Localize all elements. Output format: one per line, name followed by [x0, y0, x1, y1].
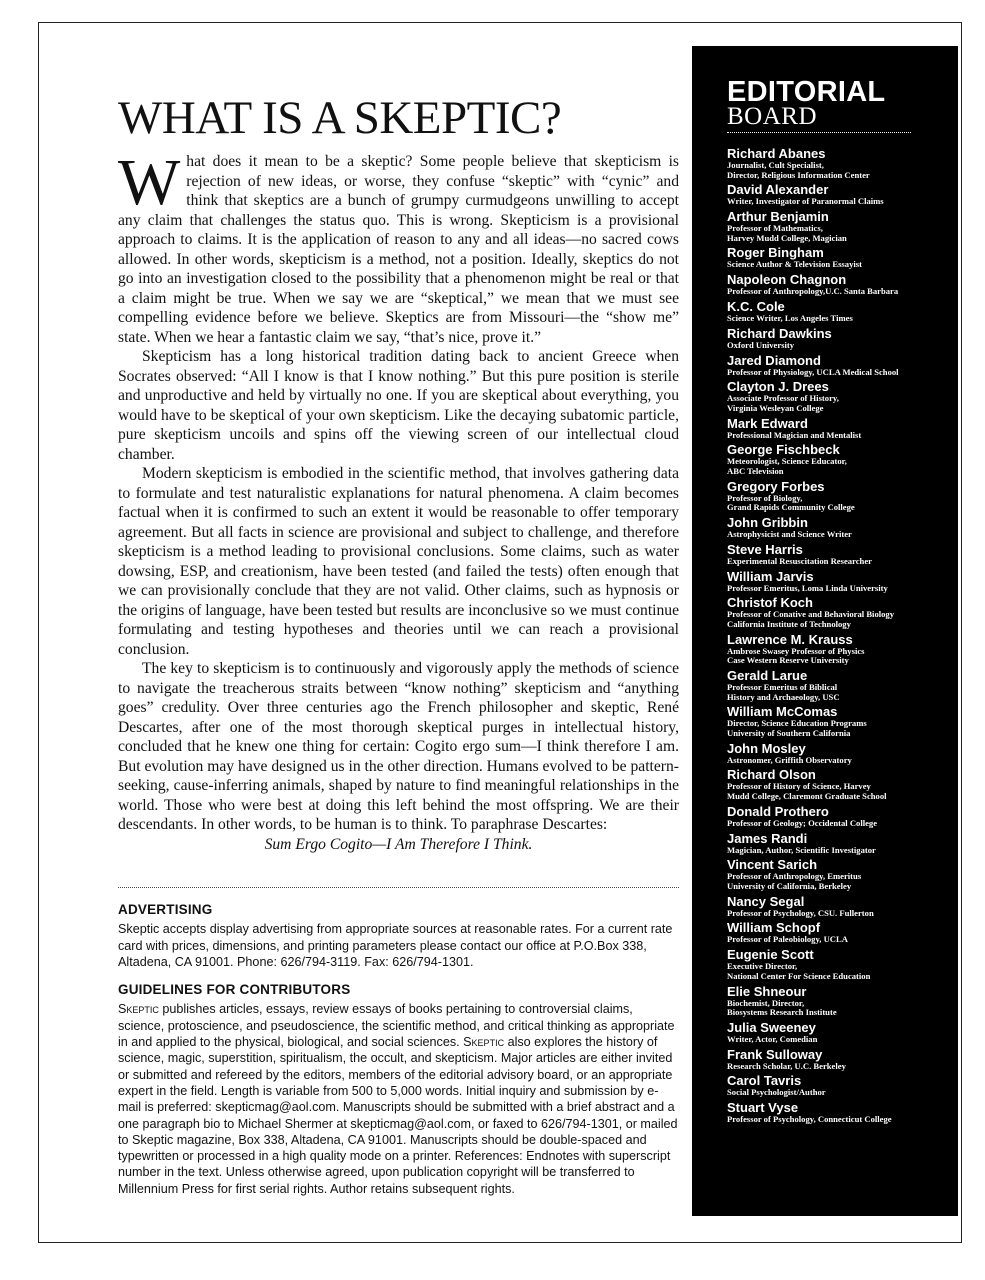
board-member — [727, 921, 958, 945]
board-member — [727, 948, 958, 981]
member-name: Vincent Sarich — [727, 857, 818, 873]
guidelines-text-a: publishes articles, essays, review essays of books pertaining to controversial claims, science, protoscience, and pseudoscience, the scientific method, and critical thinking as appropriate in and applied to the physical, biological, and social sciences. — [118, 1002, 675, 1050]
board-subheading: BOARD — [727, 103, 818, 130]
board-members — [727, 147, 958, 1125]
member-title: Astrophysicist and Science Writer — [727, 529, 852, 540]
member-name: Julia Sweeney — [727, 1019, 816, 1035]
board-member — [727, 417, 958, 441]
board-member — [727, 669, 958, 702]
board-member — [727, 805, 958, 829]
board-member — [727, 210, 958, 243]
member-title: Writer, Investigator of Paranormal Claims — [727, 196, 884, 207]
member-name: James Randi — [727, 830, 808, 846]
member-name: Carol Tavris — [727, 1073, 802, 1089]
board-member — [727, 596, 958, 629]
member-title: Professor of Psychology, Connecticut College — [727, 1114, 892, 1125]
editorial-board — [692, 46, 958, 1216]
board-heading: EDITORIAL — [727, 76, 886, 108]
member-title: Professor of Mathematics, Harvey Mudd College, Magician — [727, 223, 847, 243]
drop-cap: W — [118, 146, 181, 219]
board-member — [727, 327, 958, 351]
board-member — [727, 895, 958, 919]
member-title: Professor of Psychology, CSU. Fullerton — [727, 907, 874, 918]
guidelines-text-b: also explores the history of science, magic, superstition, spiritualism, the occult, and skepticism. Major articles are either invited or submitted and refereed by the editors, members of the editorial advisory board, or an appropriate expert in the field. Length is variable from 500 to 5,000 words. Initial inquiry and submission by e-mail is preferred: skepticmag@aol.com. Manuscripts should be submitted with a brief abstract and a one paragraph bio to Michael Shermer at skepticmag@aol.com, or faxed to 626/794-1301, or mailed to Skeptic magazine, Box 338, Altadena, CA 91001. Manuscripts should be double-spaced and typewritten or processed in a high quality mode on a printer. References: Endnotes with superscript number in the text. Unless otherwise agreed, upon publication copyright will be transferred to Millennium Press for first serial rights. Author retains subsequent rights. — [118, 1035, 678, 1196]
board-member — [727, 633, 958, 666]
board-member — [727, 1021, 958, 1045]
board-member — [727, 380, 958, 413]
dotted-divider — [118, 887, 679, 888]
member-title: Professor of Paleobiology, UCLA — [727, 934, 848, 945]
member-title: Professor of Conative and Behavioral Biology California Institute of Technology — [727, 609, 895, 629]
member-name: Richard Dawkins — [727, 325, 832, 341]
member-name: William Jarvis — [727, 568, 814, 584]
paragraph: Skepticism has a long historical tradition dating back to ancient Greece when Socrates observed: “All I know is that I know nothing.” But this pure position is sterile and unproductive and held by virtually no one. If you are skeptical about everything, you would have to be skeptical of your own skepticism. Like the decaying subatomic particle, pure skepticism uncoils and spins off the viewing screen of our intellectual cloud chamber. — [118, 348, 679, 463]
member-name: John Gribbin — [727, 515, 808, 531]
member-title: Professor of Anthropology, Emeritus University of California, Berkeley — [727, 871, 862, 891]
member-title: Professor of Anthropology,U.C. Santa Barbara — [727, 286, 899, 297]
member-title: Associate Professor of History, Virginia Wesleyan College — [727, 393, 839, 413]
member-name: Mark Edward — [727, 415, 808, 431]
member-name: William Schopf — [727, 920, 821, 936]
member-name: Napoleon Chagnon — [727, 272, 847, 288]
member-name: Arthur Benjamin — [727, 209, 829, 225]
member-title: Science Author & Television Essayist — [727, 259, 862, 270]
member-name: Clayton J. Drees — [727, 379, 829, 395]
closing-quote: Sum Ergo Cogito—I Am Therefore I Think. — [264, 835, 533, 853]
board-member — [727, 570, 958, 594]
member-name: David Alexander — [727, 182, 829, 198]
board-member — [727, 480, 958, 513]
board-member — [727, 1048, 958, 1072]
board-member — [727, 246, 958, 270]
board-member — [727, 543, 958, 567]
member-title: Executive Director, National Center For Science Education — [727, 961, 871, 981]
member-title: Meteorologist, Science Educator, ABC Television — [727, 456, 847, 476]
board-member — [727, 742, 958, 766]
member-name: Gerald Larue — [727, 668, 808, 684]
board-member — [727, 516, 958, 540]
board-member — [727, 300, 958, 324]
board-member — [727, 858, 958, 891]
member-name: Lawrence M. Krauss — [727, 631, 853, 647]
member-title: Professional Magician and Mentalist — [727, 429, 862, 440]
member-title: Professor of History of Science, Harvey Mudd College, Claremont Graduate School — [727, 781, 887, 801]
member-name: Steve Harris — [727, 541, 803, 557]
member-title: Professor Emeritus of Biblical History and Archaeology, USC — [727, 682, 840, 702]
brand-name: Skeptic — [118, 1002, 159, 1017]
member-title: Professor of Physiology, UCLA Medical School — [727, 366, 899, 377]
board-member — [727, 1101, 958, 1125]
member-title: Ambrose Swasey Professor of Physics Case Western Reserve University — [727, 645, 865, 666]
member-name: K.C. Cole — [727, 298, 785, 314]
info-section — [118, 902, 679, 1209]
member-name: Gregory Forbes — [727, 478, 825, 494]
member-name: Christof Koch — [727, 595, 813, 611]
member-title: Biochemist, Director, Biosystems Research Institute — [727, 997, 837, 1018]
board-member — [727, 1074, 958, 1098]
board-member — [727, 183, 958, 207]
board-divider — [727, 132, 911, 133]
board-member — [727, 443, 958, 476]
member-name: Nancy Segal — [727, 893, 805, 909]
member-name: Stuart Vyse — [727, 1100, 799, 1116]
member-title: Science Writer, Los Angeles Times — [727, 312, 853, 323]
board-member — [727, 985, 958, 1018]
member-name: George Fischbeck — [727, 442, 840, 458]
member-name: Donald Prothero — [727, 803, 829, 819]
member-title: Professor Emeritus, Loma Linda University — [727, 582, 888, 593]
advertising-text: Skeptic accepts display advertising from appropriate sources at reasonable rates. For a current rate card with prices, dimensions, and printing parameters please contact our office at P.O.Box 338, Altadena, CA 91001. Phone: 626/794-3119. Fax: 626/794-1301. — [118, 922, 673, 969]
board-member — [727, 147, 958, 180]
member-name: John Mosley — [727, 740, 806, 756]
member-title: Oxford University — [727, 339, 795, 350]
member-name: Elie Shneour — [727, 983, 807, 999]
member-name: Eugenie Scott — [727, 947, 814, 963]
member-title: Magician, Author, Scientific Investigator — [727, 844, 876, 855]
member-name: William McComas — [727, 704, 838, 720]
board-member — [727, 832, 958, 856]
advertising-heading: ADVERTISING — [118, 902, 213, 917]
member-name: Richard Abanes — [727, 146, 826, 161]
guidelines-heading: GUIDELINES FOR CONTRIBUTORS — [118, 982, 351, 998]
board-member — [727, 354, 958, 378]
member-name: Jared Diamond — [727, 352, 821, 368]
member-title: Astronomer, Griffith Observatory — [727, 754, 852, 765]
paragraph-text: hat does it mean to be a skeptic? Some people believe that skepticism is rejection of new ideas, or worse, they confuse “skeptic” with “cynic” and think that skeptics are a bunch of grumpy curmudgeons unwilling to accept any claim that challenges the status quo. This is wrong. Skepticism is a provisional approach to claims. It is the application of reason to any and all ideas—no sacred cows allowed. In other words, skepticism is a method, not a position. Ideally, skeptics do not go into an investigation closed to the possibility that a phenomenon might be real or that a claim might be true. When we say we are “skeptical,” we mean that we must see compelling evidence before we believe. Skeptics are from Missouri—the “show me” state. When we hear a fantastic claim we say, “that’s nice, prove it.” — [118, 153, 679, 346]
member-title: Experimental Resuscitation Researcher — [727, 555, 872, 566]
article — [118, 92, 679, 854]
article-body — [118, 146, 679, 854]
article-title: WHAT IS A SKEPTIC? — [118, 92, 562, 144]
paragraph: Modern skepticism is embodied in the scientific method, that involves gathering data to formulate and test naturalistic explanations for natural phenomena. A claim becomes factual when it is confirmed to such an extent it would be reasonable to offer temporary agreement. But all facts in science are provisional and subject to challenge, and therefore skepticism is a method leading to provisional conclusions. Some claims, such as water dowsing, ESP, and creationism, have been tested (and failed the tests) often enough that we can provisionally conclude that they are not valid. Other claims, such as hypnosis or the origins of language, have been tested but results are inconclusive so we must continue formulating and testing hypotheses and theories until we can reach a provisional conclusion. — [118, 465, 679, 658]
member-name: Richard Olson — [727, 767, 816, 783]
guidelines-text — [118, 1001, 679, 1197]
member-title: Professor of Biology, Grand Rapids Community College — [727, 492, 855, 513]
paragraph: The key to skepticism is to continuously and vigorously apply the methods of science to navigate the treacherous straits between “know nothing” skepticism and “anything goes” credulity. Over three centuries ago the French philosopher and skeptic, René Descartes, after one of the most thorough skeptical purges in intellectual history, concluded that he knew one thing for certain: Cogito ergo sum—I think therefore I am. But evolution may have designed us in the other direction. Humans evolved to be pattern-seeking, cause-inferring animals, shaped by nature to find meaningful relationships in the world. Those who were best at doing this left behind the most offspring. We are their descendants. In other words, to be human is to think. To paraphrase Descartes: — [118, 660, 679, 833]
board-member — [727, 273, 958, 297]
member-name: Frank Sulloway — [727, 1046, 823, 1062]
member-name: Roger Bingham — [727, 245, 824, 261]
member-title: Journalist, Cult Specialist, Director, Religious Information Center — [727, 160, 870, 180]
member-title: Professor of Geology; Occidental College — [727, 817, 878, 828]
board-member — [727, 768, 958, 801]
board-member — [727, 705, 958, 738]
member-title: Research Scholar, U.C. Berkeley — [727, 1060, 846, 1071]
member-title: Social Psychologist/Author — [727, 1087, 826, 1098]
member-title: Director, Science Education Programs University of Southern California — [727, 718, 867, 738]
brand-name: Skeptic — [463, 1035, 505, 1050]
member-title: Writer, Actor, Comedian — [727, 1033, 818, 1044]
paragraph — [118, 146, 679, 347]
